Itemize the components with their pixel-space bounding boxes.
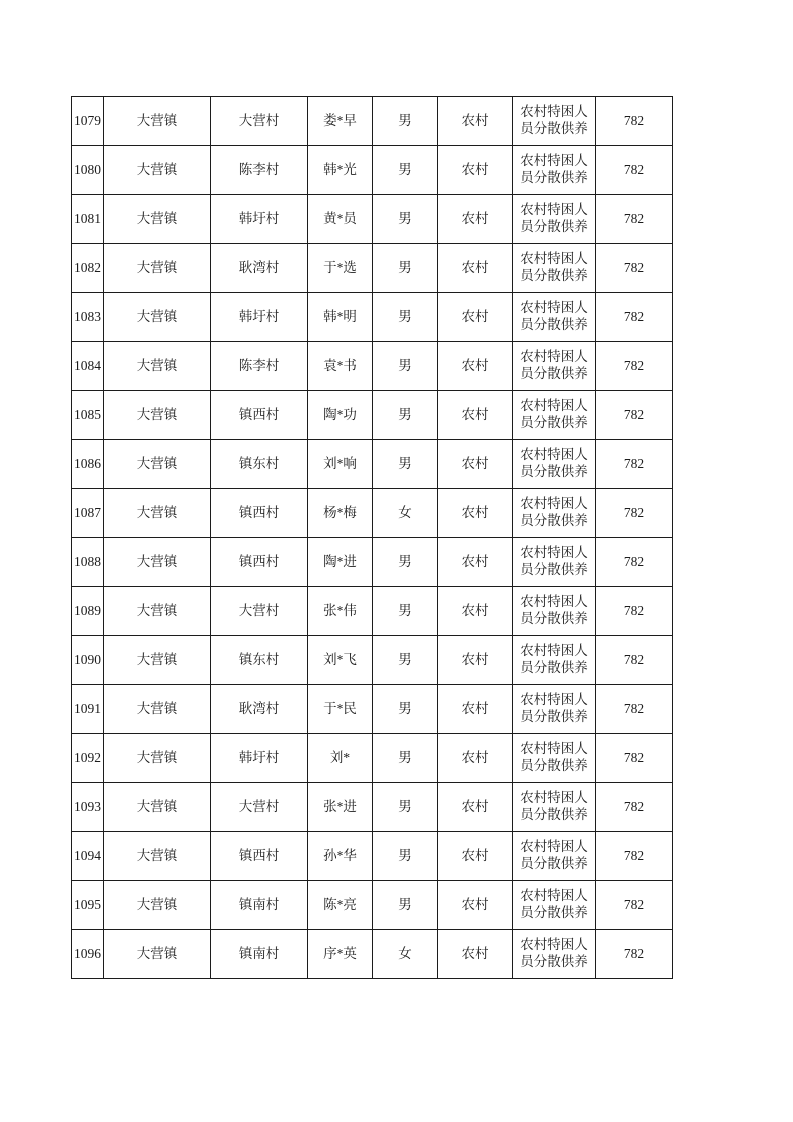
support-category-cell: 农村特困人 员分散供养: [513, 832, 596, 881]
area-type-cell: 农村: [438, 685, 513, 734]
table-row: [72, 881, 673, 930]
row-number-cell: 1096: [72, 930, 104, 979]
person-name-cell: 娄*早: [308, 97, 373, 146]
support-category-cell: 农村特困人 员分散供养: [513, 636, 596, 685]
area-type-cell: 农村: [438, 881, 513, 930]
support-category-cell: 农村特困人 员分散供养: [513, 930, 596, 979]
table-row: [72, 244, 673, 293]
gender-cell: 男: [373, 391, 438, 440]
gender-cell: 男: [373, 440, 438, 489]
support-category-cell: 农村特困人 员分散供养: [513, 195, 596, 244]
village-cell: 镇南村: [211, 930, 308, 979]
area-type-cell: 农村: [438, 930, 513, 979]
person-name-cell: 刘*飞: [308, 636, 373, 685]
town-cell: 大营镇: [104, 97, 211, 146]
table-row: [72, 391, 673, 440]
village-cell: 镇西村: [211, 489, 308, 538]
row-number-cell: 1079: [72, 97, 104, 146]
amount-cell: 782: [596, 587, 673, 636]
village-cell: 大营村: [211, 97, 308, 146]
row-number-cell: 1083: [72, 293, 104, 342]
area-type-cell: 农村: [438, 734, 513, 783]
table-row: [72, 832, 673, 881]
person-name-cell: 陶*进: [308, 538, 373, 587]
table-row: [72, 685, 673, 734]
area-type-cell: 农村: [438, 636, 513, 685]
town-cell: 大营镇: [104, 538, 211, 587]
support-category-cell: 农村特困人 员分散供养: [513, 587, 596, 636]
table-row: [72, 489, 673, 538]
person-name-cell: 黄*员: [308, 195, 373, 244]
amount-cell: 782: [596, 832, 673, 881]
town-cell: 大营镇: [104, 146, 211, 195]
area-type-cell: 农村: [438, 489, 513, 538]
gender-cell: 男: [373, 734, 438, 783]
area-type-cell: 农村: [438, 293, 513, 342]
row-number-cell: 1093: [72, 783, 104, 832]
area-type-cell: 农村: [438, 538, 513, 587]
person-name-cell: 张*进: [308, 783, 373, 832]
town-cell: 大营镇: [104, 783, 211, 832]
support-category-cell: 农村特困人 员分散供养: [513, 293, 596, 342]
village-cell: 韩圩村: [211, 734, 308, 783]
person-name-cell: 于*民: [308, 685, 373, 734]
row-number-cell: 1092: [72, 734, 104, 783]
support-category-cell: 农村特困人 员分散供养: [513, 734, 596, 783]
area-type-cell: 农村: [438, 97, 513, 146]
support-category-cell: 农村特困人 员分散供养: [513, 146, 596, 195]
person-name-cell: 陶*功: [308, 391, 373, 440]
gender-cell: 男: [373, 587, 438, 636]
table-row: [72, 195, 673, 244]
row-number-cell: 1088: [72, 538, 104, 587]
row-number-cell: 1084: [72, 342, 104, 391]
town-cell: 大营镇: [104, 293, 211, 342]
amount-cell: 782: [596, 440, 673, 489]
amount-cell: 782: [596, 146, 673, 195]
table-row: [72, 734, 673, 783]
row-number-cell: 1094: [72, 832, 104, 881]
person-name-cell: 刘*响: [308, 440, 373, 489]
area-type-cell: 农村: [438, 783, 513, 832]
town-cell: 大营镇: [104, 734, 211, 783]
support-category-cell: 农村特困人 员分散供养: [513, 244, 596, 293]
table-row: [72, 783, 673, 832]
area-type-cell: 农村: [438, 244, 513, 293]
row-number-cell: 1095: [72, 881, 104, 930]
person-name-cell: 杨*梅: [308, 489, 373, 538]
person-name-cell: 于*选: [308, 244, 373, 293]
person-name-cell: 韩*光: [308, 146, 373, 195]
town-cell: 大营镇: [104, 832, 211, 881]
row-number-cell: 1082: [72, 244, 104, 293]
row-number-cell: 1080: [72, 146, 104, 195]
village-cell: 陈李村: [211, 146, 308, 195]
town-cell: 大营镇: [104, 195, 211, 244]
gender-cell: 男: [373, 538, 438, 587]
row-number-cell: 1090: [72, 636, 104, 685]
table-row: [72, 587, 673, 636]
gender-cell: 男: [373, 97, 438, 146]
gender-cell: 男: [373, 293, 438, 342]
gender-cell: 男: [373, 146, 438, 195]
gender-cell: 男: [373, 832, 438, 881]
row-number-cell: 1091: [72, 685, 104, 734]
amount-cell: 782: [596, 293, 673, 342]
gender-cell: 女: [373, 930, 438, 979]
support-category-cell: 农村特困人 员分散供养: [513, 489, 596, 538]
support-category-cell: 农村特困人 员分散供养: [513, 440, 596, 489]
amount-cell: 782: [596, 538, 673, 587]
gender-cell: 女: [373, 489, 438, 538]
assistance-roster-table: [71, 96, 673, 979]
support-category-cell: 农村特困人 员分散供养: [513, 538, 596, 587]
amount-cell: 782: [596, 930, 673, 979]
village-cell: 镇南村: [211, 881, 308, 930]
amount-cell: 782: [596, 195, 673, 244]
town-cell: 大营镇: [104, 391, 211, 440]
village-cell: 镇西村: [211, 391, 308, 440]
gender-cell: 男: [373, 342, 438, 391]
person-name-cell: 韩*明: [308, 293, 373, 342]
area-type-cell: 农村: [438, 832, 513, 881]
amount-cell: 782: [596, 244, 673, 293]
town-cell: 大营镇: [104, 881, 211, 930]
amount-cell: 782: [596, 881, 673, 930]
village-cell: 陈李村: [211, 342, 308, 391]
town-cell: 大营镇: [104, 342, 211, 391]
amount-cell: 782: [596, 489, 673, 538]
person-name-cell: 袁*书: [308, 342, 373, 391]
gender-cell: 男: [373, 685, 438, 734]
village-cell: 大营村: [211, 587, 308, 636]
town-cell: 大营镇: [104, 930, 211, 979]
person-name-cell: 孙*华: [308, 832, 373, 881]
gender-cell: 男: [373, 783, 438, 832]
area-type-cell: 农村: [438, 342, 513, 391]
table-row: [72, 930, 673, 979]
area-type-cell: 农村: [438, 391, 513, 440]
town-cell: 大营镇: [104, 244, 211, 293]
village-cell: 镇东村: [211, 636, 308, 685]
table-row: [72, 97, 673, 146]
row-number-cell: 1085: [72, 391, 104, 440]
town-cell: 大营镇: [104, 587, 211, 636]
person-name-cell: 刘*: [308, 734, 373, 783]
support-category-cell: 农村特困人 员分散供养: [513, 391, 596, 440]
row-number-cell: 1089: [72, 587, 104, 636]
row-number-cell: 1081: [72, 195, 104, 244]
person-name-cell: 张*伟: [308, 587, 373, 636]
gender-cell: 男: [373, 195, 438, 244]
village-cell: 镇西村: [211, 832, 308, 881]
village-cell: 镇西村: [211, 538, 308, 587]
town-cell: 大营镇: [104, 489, 211, 538]
support-category-cell: 农村特困人 员分散供养: [513, 783, 596, 832]
row-number-cell: 1087: [72, 489, 104, 538]
amount-cell: 782: [596, 685, 673, 734]
table-row: [72, 636, 673, 685]
village-cell: 镇东村: [211, 440, 308, 489]
amount-cell: 782: [596, 734, 673, 783]
person-name-cell: 序*英: [308, 930, 373, 979]
gender-cell: 男: [373, 244, 438, 293]
person-name-cell: 陈*亮: [308, 881, 373, 930]
town-cell: 大营镇: [104, 685, 211, 734]
area-type-cell: 农村: [438, 587, 513, 636]
amount-cell: 782: [596, 783, 673, 832]
village-cell: 韩圩村: [211, 293, 308, 342]
village-cell: 韩圩村: [211, 195, 308, 244]
support-category-cell: 农村特困人 员分散供养: [513, 685, 596, 734]
village-cell: 耿湾村: [211, 244, 308, 293]
support-category-cell: 农村特困人 员分散供养: [513, 97, 596, 146]
table-row: [72, 293, 673, 342]
support-category-cell: 农村特困人 员分散供养: [513, 342, 596, 391]
table-row: [72, 538, 673, 587]
row-number-cell: 1086: [72, 440, 104, 489]
support-category-cell: 农村特困人 员分散供养: [513, 881, 596, 930]
table-row: [72, 342, 673, 391]
area-type-cell: 农村: [438, 195, 513, 244]
table-row: [72, 146, 673, 195]
table-row: [72, 440, 673, 489]
amount-cell: 782: [596, 97, 673, 146]
amount-cell: 782: [596, 342, 673, 391]
gender-cell: 男: [373, 881, 438, 930]
town-cell: 大营镇: [104, 440, 211, 489]
village-cell: 大营村: [211, 783, 308, 832]
amount-cell: 782: [596, 636, 673, 685]
area-type-cell: 农村: [438, 440, 513, 489]
area-type-cell: 农村: [438, 146, 513, 195]
amount-cell: 782: [596, 391, 673, 440]
gender-cell: 男: [373, 636, 438, 685]
village-cell: 耿湾村: [211, 685, 308, 734]
town-cell: 大营镇: [104, 636, 211, 685]
table-body: [72, 97, 673, 979]
